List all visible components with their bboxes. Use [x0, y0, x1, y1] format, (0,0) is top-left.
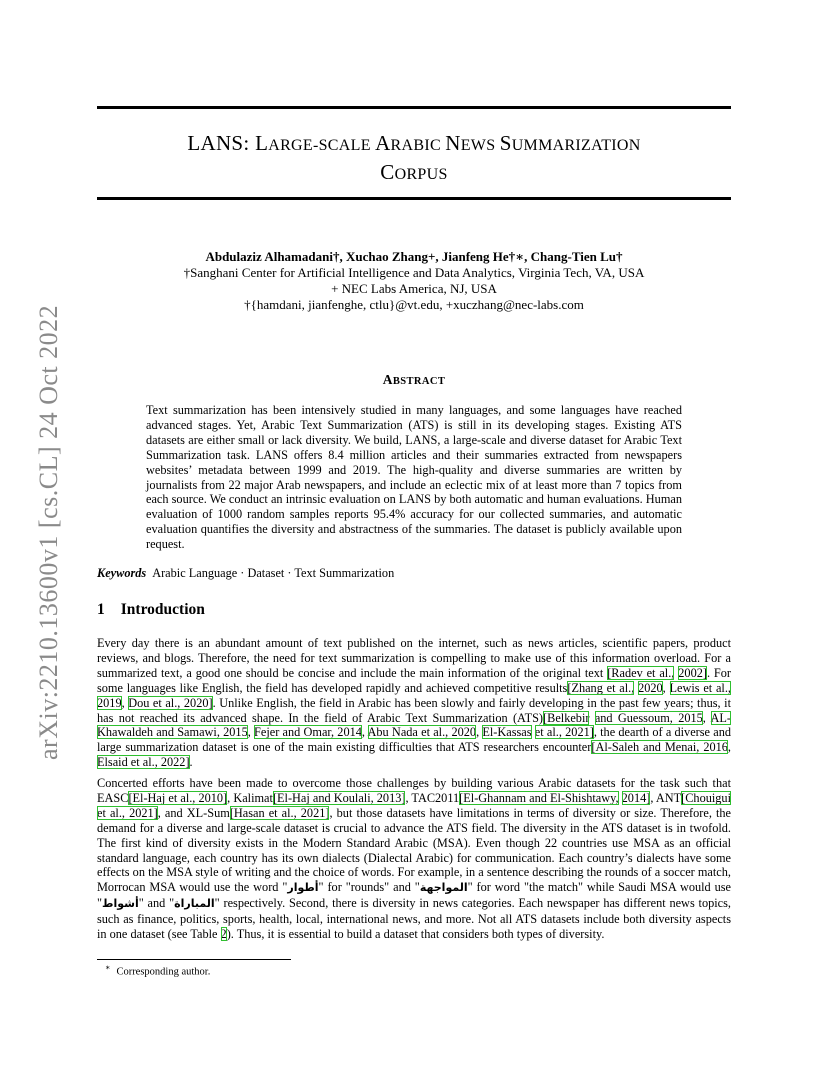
title-part: C — [380, 160, 395, 184]
title-part: LANS: L — [187, 131, 269, 155]
text-run: Concerted efforts have been made to overcome those challenges by building various Arabic datasets for the task such that EASC — [97, 776, 731, 805]
title-part: ORPUS — [394, 166, 448, 183]
citation-link[interactable]: and Guessoum, 2015 — [594, 710, 703, 725]
title-rule-bottom — [97, 197, 731, 200]
citation-link[interactable]: [Al-Saleh and Menai, 2016 — [591, 740, 728, 755]
text-run: " and " — [138, 896, 175, 911]
citation-link[interactable]: 2020 — [638, 680, 663, 695]
citation-link[interactable]: Abu Nada et al., 2020 — [367, 725, 477, 740]
text-run: , TAC2011 — [405, 790, 460, 805]
citation-link[interactable]: Lewis et al., 2019 — [97, 680, 731, 710]
text-run: , — [361, 725, 368, 740]
citation-link[interactable]: et al., 2021] — [534, 725, 594, 740]
footnote — [105, 963, 210, 978]
text-run: , — [662, 680, 670, 695]
text-run: , but those datasets have limitations in terms of diversity or size. Therefore, the demand for a diverse and large-scale dataset is crucial to advance the ATS field. The diversity in the ATS dataset is in twofold. The first kind of diversity exists in the Modern Standard Arabic (MSA). Even though 22 countries use MSA as an official standard language, each country has its own dialects (Dialectal Arabic) for communication. Each country’s dialects have some effects on the MSA style of writing and the choice of words. For example, in a sentence describing the rounds of a soccer match, Morrocan MSA would use the word " — [97, 805, 731, 895]
table-ref-link[interactable]: 2 — [220, 927, 227, 942]
citation-link[interactable]: [El-Haj and Koulali, 2013] — [272, 790, 406, 805]
keywords-line — [97, 566, 731, 581]
abstract-heading-sc: BSTRACT — [392, 376, 446, 387]
title-part: UMMARIZATION — [511, 137, 641, 154]
abstract-heading — [97, 372, 731, 388]
intro-paragraph-2 — [97, 776, 731, 942]
citation-link[interactable]: Elsaid et al., 2022] — [97, 755, 190, 770]
arabic-word: أشواط — [102, 897, 139, 911]
citation-link[interactable]: [Belkebir — [543, 710, 590, 725]
text-run: , — [727, 740, 731, 755]
title-part: RABIC — [390, 137, 446, 154]
title-part: EWS — [460, 137, 500, 154]
footnote-mark: ∗ — [105, 963, 111, 972]
title-part: N — [445, 131, 461, 155]
title-rule-top — [97, 106, 731, 109]
intro-paragraph-1 — [97, 636, 731, 770]
text-run: , — [702, 710, 711, 725]
arabic-word: أطوار — [287, 881, 319, 895]
text-run: . — [189, 755, 193, 770]
text-run: , — [121, 695, 129, 710]
affiliation-nec: + NEC Labs America, NJ, USA — [331, 281, 497, 296]
section-title: Introduction — [120, 601, 205, 618]
abstract-text: Text summarization has been intensively studied in many languages, and some languages have reached advanced stages. Yet, Arabic Text Summarization (ATS) is still in its developing stages. Existing ATS datasets are either small or lack diversity. We build, LANS, a large-scale and diverse dataset for Arabic Text Summarization task. LANS offers 8.4 million articles and their summaries extracted from newspapers websites’ metadata between 1999 and 2019. The high-quality and diverse summaries are written by journalists from 22 major Arab newspapers, and include an eclectic mix of at least more than 7 topics from each source. We conduct an intrinsic evaluation on LANS by both automatic and human evaluations. Human evaluation of 1000 random samples reports 95.4% accuracy for our collected summaries, and automatic evaluation quantifies the diversity and abstractness of the summaries. The dataset is publicly available upon request. — [146, 403, 682, 552]
text-run: . Unlike English, the field in Arabic has been slowly and fairly developing in the past few years; thus, it has not reached its advanced shape. In the field of Arabic Text Summarization (ATS) — [97, 695, 731, 725]
text-run: " for word "the match" while Saudi MSA would use " — [97, 880, 731, 911]
section-heading — [97, 601, 205, 619]
citation-link[interactable]: [Chouigui et al., 2021] — [97, 790, 731, 820]
arxiv-stamp: arXiv:2210.13600v1 [cs.CL] 24 Oct 2022 — [34, 304, 63, 760]
paper-title — [97, 130, 731, 188]
citation-link[interactable]: 2014] — [621, 790, 651, 805]
footnote-rule — [97, 959, 291, 960]
citation-link[interactable]: [El-Haj et al., 2010] — [128, 790, 228, 805]
keywords-label: Keywords — [97, 566, 147, 580]
text-run: " for "rounds" and " — [318, 880, 420, 895]
citation-link[interactable]: Fejer and Omar, 2014 — [254, 725, 362, 740]
citation-link[interactable]: AL-Khawaldeh and Samawi, 2015 — [97, 710, 732, 740]
author-names: Abdulaziz Alhamadani†, Xuchao Zhang+, Jianfeng He†∗, Chang-Tien Lu† — [205, 249, 623, 264]
text-run: , ANT — [650, 790, 682, 805]
citation-link[interactable]: Dou et al., 2020] — [128, 695, 213, 710]
author-block — [97, 249, 731, 313]
arabic-word: المباراة — [174, 897, 215, 911]
arabic-word: المواجهة — [419, 881, 468, 895]
keywords-text: Arabic Language · Dataset · Text Summarization — [152, 566, 395, 580]
citation-link[interactable]: [Zhang et al., — [567, 680, 635, 695]
text-run: ). Thus, it is essential to build a dataset that considers both types of diversity. — [226, 927, 605, 942]
abstract-heading-cap: A — [382, 372, 393, 387]
text-run: , — [247, 725, 255, 740]
title-part: A — [375, 131, 391, 155]
text-run: . For some languages like English, the field has developed rapidly and achieved competitive results — [97, 665, 732, 695]
author-emails: †{hamdani, jianfenghe, ctlu}@vt.edu, +xuczhang@nec-labs.com — [244, 297, 584, 312]
citation-link[interactable]: [Hasan et al., 2021] — [229, 805, 330, 820]
affiliation-vt: †Sanghani Center for Artificial Intelligence and Data Analytics, Virginia Tech, VA, USA — [183, 265, 645, 280]
citation-link[interactable]: [Radev et al., — [607, 665, 675, 680]
citation-link[interactable]: 2002] — [678, 665, 707, 680]
text-run: " respectively. Second, there is diversity in news categories. Each newspaper has different news topics, such as finance, politics, sports, health, local, international news, and more. Not all ATS datasets include both diversity aspects in one dataset (see Table — [97, 896, 731, 942]
text-run: , Kalimat — [227, 790, 273, 805]
title-part: ARGE-SCALE — [268, 137, 376, 154]
citation-link[interactable]: El-Kassas — [482, 725, 532, 740]
text-run: , the dearth of a diverse and large summarization dataset is one of the main existing difficulties that ATS researchers encounter — [97, 725, 731, 755]
text-run: , — [476, 725, 483, 740]
footnote-text: Corresponding author. — [116, 966, 211, 978]
text-run: , and XL-Sum — [157, 805, 230, 820]
text-run: Every day there is an abundant amount of text published on the internet, such as news articles, scientific papers, product reviews, and blogs. Therefore, the need for text summarization is compelling to make use of this information overload. For a summarized text, a good one should be concise and include the main information of the original text — [97, 636, 731, 680]
title-part: S — [499, 131, 512, 155]
citation-link[interactable]: [El-Ghannam and El-Shishtawy, — [459, 790, 619, 805]
section-number: 1 — [97, 601, 105, 618]
